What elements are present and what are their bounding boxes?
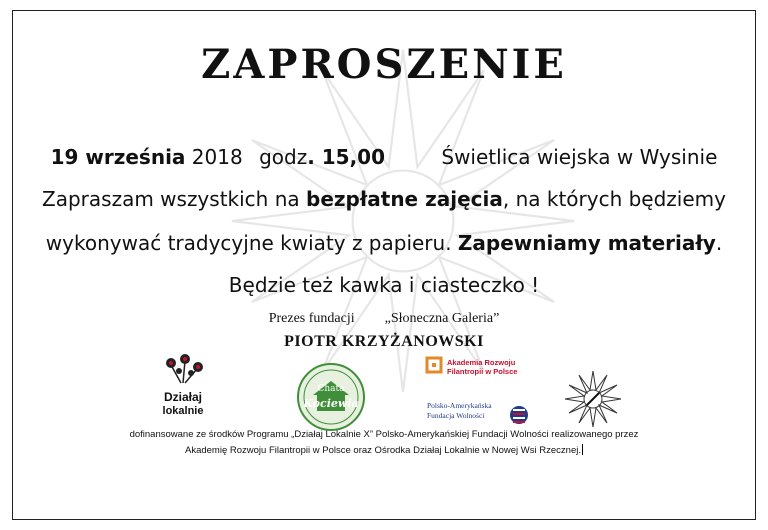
date-time-place-line: [13, 145, 755, 169]
event-date: 19 września: [50, 145, 186, 169]
event-time: . 15,00: [307, 145, 386, 169]
event-year: 2018: [191, 145, 243, 169]
funding-note-line-1: dofinansowane ze środków Programu „Działaj Lokalnie X” Polsko-Amerykańskiej Fundacji Wolności realizowanego przez: [129, 429, 639, 440]
chata-kociewia-logo: [295, 361, 367, 433]
lokalnie-text: lokalnie: [162, 405, 204, 417]
signatory-name: PIOTR KRZYŻANOWSKI: [284, 333, 484, 350]
line3-period: .: [715, 231, 723, 255]
time-label: godz: [259, 145, 308, 169]
text-cursor: [582, 444, 583, 455]
foundation-name: „Słoneczna Galeria”: [384, 311, 500, 326]
invitation-title: ZAPROSZENIE: [201, 41, 567, 88]
sun-logo-icon: [561, 367, 625, 431]
event-place: Świetlica wiejska w Wysinie: [441, 145, 718, 169]
line2-text-b: , na których będziemy: [502, 187, 726, 211]
pafw-logo: [425, 395, 575, 431]
line3-text-a: wykonywać tradycyjne kwiaty z papieru.: [45, 231, 458, 255]
arfp-line2: Filantropii w Polsce: [447, 367, 518, 376]
signature-role-line: [13, 311, 755, 327]
invitation-line-3: [13, 231, 755, 255]
invitation-line-4: Będzie też kawka i ciasteczko !: [228, 273, 540, 297]
funding-note-line-2: [13, 444, 755, 456]
free-classes-text: bezpłatne zajęcia: [306, 187, 503, 211]
pafw-line2: Fundacja Wolności: [427, 411, 485, 420]
materials-provided-text: Zapewniamy materiały: [457, 231, 716, 255]
pafw-flag-icon: [510, 406, 528, 424]
signature-role: Prezes fundacji: [268, 311, 355, 326]
funding-note-line-2-text: Akademię Rozwoju Filantropii w Polsce oraz Ośrodka Działaj Lokalnie w Nowej Wsi Rzecznej.: [185, 445, 581, 456]
dzialaj-lokalnie-logo: [151, 351, 215, 421]
kociewia-text: Kociewia: [303, 397, 359, 410]
invitation-page: [12, 10, 756, 520]
dzialaj-text: Działaj: [163, 390, 203, 404]
flower-cluster-icon: [151, 351, 215, 421]
chata-text: Chata: [317, 384, 345, 394]
pafw-line1: Polsko-Amerykańska: [427, 401, 492, 410]
arfp-line1: Akademia Rozwoju: [447, 358, 516, 367]
arfp-logo: [425, 354, 575, 384]
line2-text-a: Zapraszam wszystkich na: [42, 187, 306, 211]
invitation-line-2: [13, 187, 755, 211]
